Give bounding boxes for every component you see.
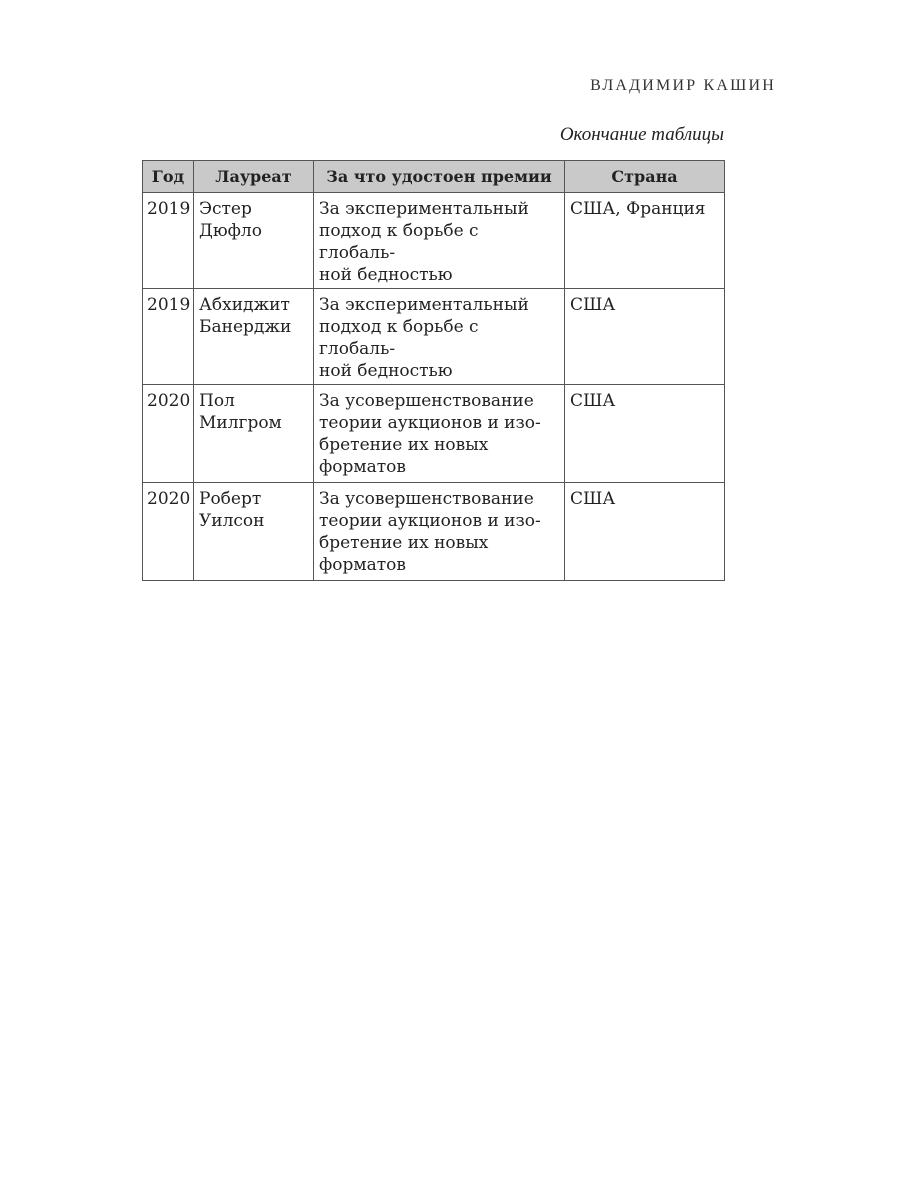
reason-line: ной бедностью <box>319 361 453 381</box>
laureate-line: Уилсон <box>199 511 265 531</box>
header-year: Год <box>143 161 194 193</box>
laureate-line: Эстер <box>199 199 252 219</box>
laureate-line: Дюфло <box>199 221 262 241</box>
country-cell: США, Франция <box>565 193 725 289</box>
reason-line: подход к борьбе с глобаль- <box>319 221 479 263</box>
year-cell: 2020 <box>143 483 194 581</box>
reason-line: теории аукционов и изо- <box>319 511 541 531</box>
table-body <box>143 193 725 581</box>
reason-line: За экспериментальный <box>319 199 529 219</box>
laureate-line: Банерджи <box>199 317 292 337</box>
reason-line: За экспериментальный <box>319 295 529 315</box>
year-cell: 2019 <box>143 193 194 289</box>
country-cell: США <box>565 289 725 385</box>
laureate-cell <box>194 385 314 483</box>
laureate-line: Пол <box>199 391 235 411</box>
reason-line: форматов <box>319 457 406 477</box>
reason-cell <box>314 483 565 581</box>
year-cell: 2020 <box>143 385 194 483</box>
reason-line: ной бедностью <box>319 265 453 285</box>
header-reason: За что удостоен премии <box>314 161 565 193</box>
reason-cell <box>314 193 565 289</box>
reason-line: За усовершенствование <box>319 489 534 509</box>
laureates-table <box>142 160 725 581</box>
header-country: Страна <box>565 161 725 193</box>
table-row <box>143 193 725 289</box>
country-cell: США <box>565 483 725 581</box>
laureate-cell <box>194 289 314 385</box>
laureate-line: Абхиджит <box>199 295 290 315</box>
reason-line: теории аукционов и изо- <box>319 413 541 433</box>
laureate-cell <box>194 483 314 581</box>
header-row <box>143 161 725 193</box>
laureate-line: Милгром <box>199 413 282 433</box>
reason-line: форматов <box>319 555 406 575</box>
table-header <box>143 161 725 193</box>
table-caption: Окончание таблицы <box>559 124 724 145</box>
table-row <box>143 483 725 581</box>
laureate-cell <box>194 193 314 289</box>
country-cell: США <box>565 385 725 483</box>
header-laureate: Лауреат <box>194 161 314 193</box>
table-row <box>143 385 725 483</box>
reason-line: подход к борьбе с глобаль- <box>319 317 479 359</box>
table-row <box>143 289 725 385</box>
running-head: ВЛАДИМИР КАШИН <box>590 77 776 94</box>
year-cell: 2019 <box>143 289 194 385</box>
reason-line: бретение их новых <box>319 435 489 455</box>
reason-cell <box>314 385 565 483</box>
laureate-line: Роберт <box>199 489 262 509</box>
reason-line: За усовершенствование <box>319 391 534 411</box>
reason-cell <box>314 289 565 385</box>
reason-line: бретение их новых <box>319 533 489 553</box>
